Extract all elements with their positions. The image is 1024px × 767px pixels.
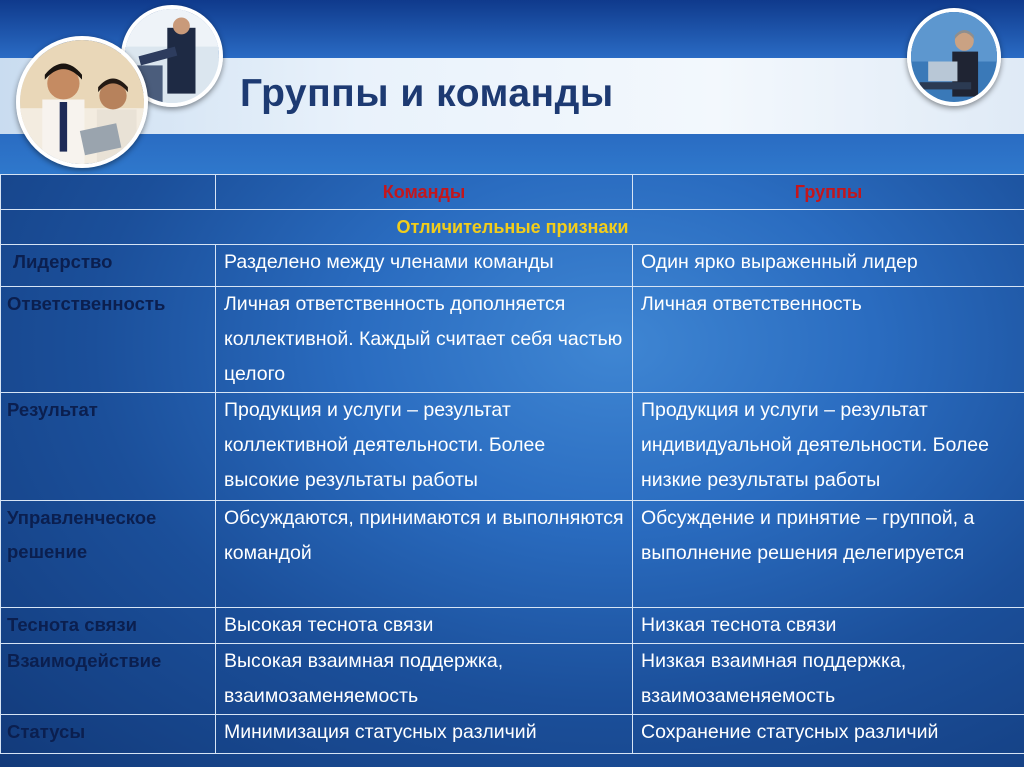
table-row: [1, 245, 1024, 287]
section-title: Отличительные признаки: [1, 210, 1024, 245]
groups-cell: Один ярко выраженный лидер: [633, 245, 1024, 287]
table-row: [1, 608, 1024, 644]
teams-cell: Продукция и услуги – результат коллективной деятельности. Более высокие результаты работы: [216, 393, 633, 501]
criterion-cell: Взаимодействие: [1, 644, 216, 715]
criterion-cell: Статусы: [1, 715, 216, 754]
teams-cell: Высокая теснота связи: [216, 608, 633, 644]
header-groups: Группы: [633, 175, 1024, 210]
slide-title: Группы и команды: [240, 72, 614, 115]
section-row: [1, 210, 1024, 245]
office-workers-photo: [16, 36, 148, 168]
table-row: [1, 501, 1024, 608]
groups-cell: Низкая взаимная поддержка, взаимозаменяемость: [633, 644, 1024, 715]
title-underbar: [0, 134, 1024, 174]
header-empty-cell: [1, 175, 216, 210]
teams-cell: Личная ответственность дополняется коллективной. Каждый считает себя частью целого: [216, 287, 633, 393]
table-row: [1, 715, 1024, 754]
teams-cell: Разделено между членами команды: [216, 245, 633, 287]
teams-cell: Высокая взаимная поддержка, взаимозаменяемость: [216, 644, 633, 715]
teams-cell: Обсуждаются, принимаются и выполняются командой: [216, 501, 633, 608]
criterion-cell: Результат: [1, 393, 216, 501]
groups-cell: Сохранение статусных различий: [633, 715, 1024, 754]
table-row: [1, 287, 1024, 393]
comparison-table: [0, 174, 1024, 754]
criterion-cell: Теснота связи: [1, 608, 216, 644]
criterion-cell: Управленческое решение: [1, 501, 216, 608]
groups-cell: Низкая теснота связи: [633, 608, 1024, 644]
criterion-cell: Ответственность: [1, 287, 216, 393]
table-header-row: [1, 175, 1024, 210]
header-teams: Команды: [216, 175, 633, 210]
groups-cell: Обсуждение и принятие – группой, а выполнение решения делегируется: [633, 501, 1024, 608]
teams-cell: Минимизация статусных различий: [216, 715, 633, 754]
groups-cell: Личная ответственность: [633, 287, 1024, 393]
groups-cell: Продукция и услуги – результат индивидуальной деятельности. Более низкие результаты работы: [633, 393, 1024, 501]
table-row: [1, 393, 1024, 501]
man-at-desk-photo: [907, 8, 1001, 106]
table-row: [1, 644, 1024, 715]
criterion-cell: Лидерство: [1, 245, 216, 287]
